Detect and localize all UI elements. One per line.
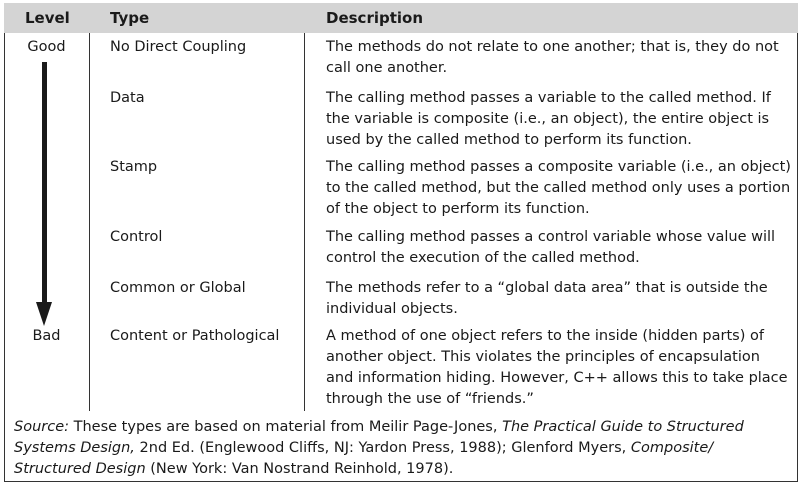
type-cell: Stamp bbox=[110, 159, 158, 175]
description-cell: A method of one object refers to the inside (hidden parts) of another object. This violates the principles of encapsulation and information hiding. However, C++ allows this to take place through the use of “friends.” bbox=[326, 328, 788, 407]
source-note bbox=[14, 417, 789, 480]
type-cell: No Direct Coupling bbox=[110, 39, 247, 55]
source-text: (New York: Van Nostrand Reinhold, 1978). bbox=[145, 461, 454, 477]
source-title: The Practical Guide to Structured Systems Design, bbox=[14, 419, 744, 456]
down-arrow-head-icon bbox=[36, 302, 52, 326]
level-bad: Bad bbox=[32, 328, 61, 344]
table-header bbox=[4, 3, 798, 33]
down-arrow-icon bbox=[42, 62, 47, 307]
source-text: 2nd Ed. (Englewood Cliffs, NJ: Yardon Press, 1988); Glenford Myers, bbox=[134, 440, 631, 456]
type-cell: Control bbox=[110, 229, 163, 245]
column-divider bbox=[89, 33, 90, 411]
column-divider bbox=[304, 33, 305, 411]
level-good: Good bbox=[27, 39, 66, 55]
description-cell: The methods refer to a “global data area” that is outside the individual objects. bbox=[326, 280, 768, 317]
description-cell: The methods do not relate to one another; that is, they do not call one another. bbox=[326, 39, 779, 76]
source-text: These types are based on material from Meilir Page-Jones, bbox=[69, 419, 503, 435]
description-cell: The calling method passes a composite variable (i.e., an object) to the called method, but the called method only uses a portion of the object to perform its function. bbox=[326, 159, 791, 217]
source-title: Composite/ Structured Design bbox=[14, 440, 714, 477]
type-cell: Content or Pathological bbox=[110, 328, 280, 344]
type-cell: Data bbox=[110, 90, 145, 106]
description-cell: The calling method passes a variable to the called method. If the variable is composite (i.e., an object), the entire object is used by the called method to perform its function. bbox=[326, 90, 771, 148]
type-cell: Common or Global bbox=[110, 280, 246, 296]
source-label: Source: bbox=[14, 419, 70, 435]
header-description: Description bbox=[326, 9, 424, 27]
header-type: Type bbox=[110, 9, 150, 27]
header-level: Level bbox=[25, 9, 70, 27]
description-cell: The calling method passes a control variable whose value will control the execution of the called method. bbox=[326, 229, 776, 266]
